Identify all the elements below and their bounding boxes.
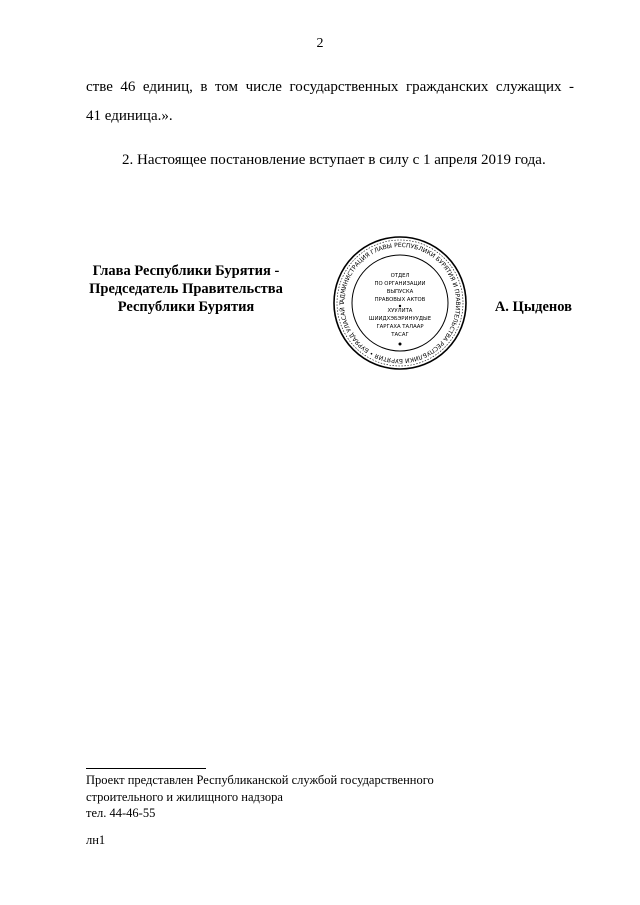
seal-text: ШИИДХЭБЭРИНУУДЫЕ <box>368 316 432 322</box>
seal-text: ПРАВОВЫХ АКТОВ <box>374 297 426 303</box>
seal-text: ХУУЛИТА <box>387 308 413 314</box>
signatory-position-line: Глава Республики Бурятия - <box>92 263 280 279</box>
footnote <box>86 772 434 848</box>
seal-text: ГАРГАХА ТАЛААР <box>376 324 424 330</box>
seal-text: ОТДЕЛ <box>390 273 410 279</box>
seal-outer-text: АДМИНИСТРАЦИЯ ГЛАВЫ РЕСПУБЛИКИ БУРЯТИЯ И ПРАВИТЕЛЬСТВА РЕСПУБЛИКИ БУРЯТИЯ • БУРЯАД УЛАСАЙ Т <box>338 241 462 365</box>
official-seal <box>332 235 468 371</box>
document-code: лн1 <box>86 832 106 847</box>
footnote-line: строительного и жилищного надзора <box>86 789 283 804</box>
paragraph-effective-date: 2. Настоящее постановление вступает в силу с 1 апреля 2019 года. <box>122 152 546 168</box>
footnote-divider <box>86 768 206 769</box>
footnote-phone: тел. 44-46-55 <box>86 806 156 820</box>
paragraph-line: стве 46 единиц, в том числе государственных гражданских служащих - <box>86 79 574 95</box>
seal-text: ПО ОРГАНИЗАЦИИ <box>374 281 426 287</box>
signer-name: А. Цыденов <box>494 299 572 315</box>
footnote-line: Проект представлен Республиканской службой государственного <box>86 773 434 787</box>
page-number: 2 <box>316 36 324 51</box>
seal-text: ТАСАГ <box>391 332 409 338</box>
signatory-position-line: Республики Бурятия <box>117 299 255 315</box>
paragraph-line: 41 единица.». <box>86 108 173 124</box>
seal-text: ВЫПУСКА <box>386 289 414 295</box>
paragraph-continuation <box>86 78 574 125</box>
signatory-position <box>60 262 312 316</box>
signatory-position-line: Председатель Правительства <box>89 281 283 297</box>
